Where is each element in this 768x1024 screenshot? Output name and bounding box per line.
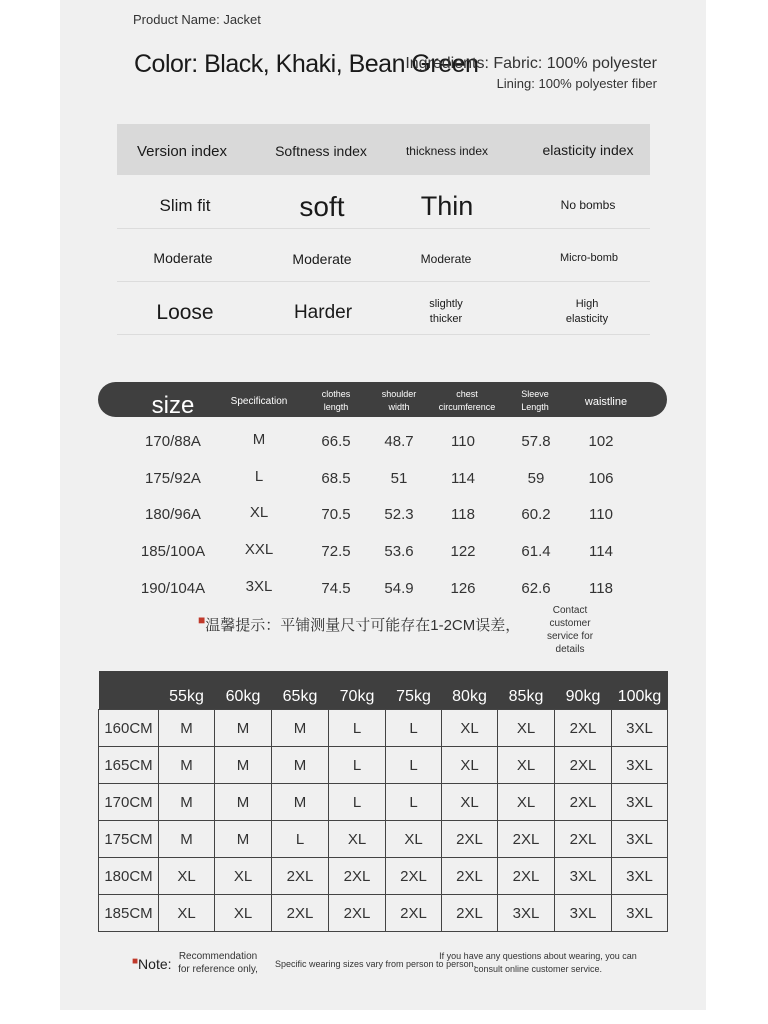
size-cell-sleeve-length: 61.4 [521, 543, 551, 561]
header-clothes-length: clothes length [321, 389, 351, 412]
size-cell: L [329, 784, 386, 821]
size-cell: M [159, 747, 215, 784]
product-name: Product Name: Jacket [133, 12, 261, 27]
size-cell: 2XL [442, 821, 498, 858]
size-cell-sleeve-length: 57.8 [521, 433, 551, 450]
size-cell: 2XL [555, 710, 612, 747]
table-row [99, 747, 668, 784]
size-cell: L [329, 747, 386, 784]
size-cell-clothes-length: 70.5 [321, 506, 351, 524]
size-cell: L [386, 710, 442, 747]
softness-harder: Harder [293, 302, 353, 323]
header-specification: Specification [230, 396, 288, 407]
size-cell: XL [442, 747, 498, 784]
header-shoulder-width: shoulder width [381, 389, 417, 412]
height-label: 160CM [99, 710, 159, 747]
softness-soft: soft [299, 191, 345, 222]
size-cell: XL [215, 895, 272, 932]
size-cell: 2XL [386, 858, 442, 895]
size-cell: XL [329, 821, 386, 858]
size-cell-sleeve-length: 62.6 [521, 579, 551, 597]
size-cell-shoulder-width: 52.3 [384, 506, 414, 524]
size-cell: XL [498, 747, 555, 784]
softness-moderate: Moderate [292, 251, 352, 267]
size-cell: XL [159, 858, 215, 895]
table-row [99, 858, 668, 895]
contact-service: Contact customer service for details [546, 605, 594, 655]
size-cell: M [215, 784, 272, 821]
size-cell: M [272, 747, 329, 784]
size-cell-specification: 3XL [245, 577, 273, 595]
size-cell-size: 185/100A [140, 543, 206, 561]
size-cell: 2XL [386, 895, 442, 932]
size-cell: 2XL [442, 858, 498, 895]
measurement-tip [198, 614, 520, 635]
header-size: size [151, 392, 195, 419]
fabric-text: Ingredients: Fabric: 100% polyester [405, 55, 657, 72]
weight-header: 90kg [555, 671, 612, 710]
weight-header: 60kg [215, 671, 272, 710]
size-cell: XL [442, 784, 498, 821]
size-cell: M [215, 710, 272, 747]
size-cell-shoulder-width: 54.9 [384, 579, 414, 597]
thickness-thin: Thin [420, 191, 474, 221]
header-elasticity-index: elasticity index [542, 142, 634, 158]
elasticity-micro-bomb: Micro-bomb [559, 252, 619, 264]
size-cell: 2XL [442, 895, 498, 932]
size-cell-waistline: 110 [589, 506, 613, 524]
size-cell: 3XL [555, 858, 612, 895]
weight-header: 80kg [442, 671, 498, 710]
size-cell: L [386, 784, 442, 821]
table-row [99, 710, 668, 747]
note-vary: Specific wearing sizes vary from person to person, [275, 959, 477, 969]
version-loose: Loose [156, 301, 214, 324]
size-cell: 3XL [612, 710, 668, 747]
size-cell: M [215, 821, 272, 858]
size-cell-size: 180/96A [145, 506, 201, 524]
header-chest-circumference: chest circumference [438, 389, 496, 412]
size-cell-chest: 110 [451, 433, 475, 450]
header-version-index: Version index [136, 143, 228, 160]
size-cell-chest: 114 [451, 469, 475, 487]
weight-header: 75kg [386, 671, 442, 710]
size-cell-waistline: 106 [588, 469, 614, 487]
note-label-text: Note: [138, 956, 172, 972]
version-moderate: Moderate [153, 250, 213, 266]
size-cell: L [272, 821, 329, 858]
size-cell: XL [215, 858, 272, 895]
size-cell-size: 190/104A [140, 579, 206, 597]
size-cell: 3XL [498, 895, 555, 932]
table-row [99, 821, 668, 858]
elasticity-high: High elasticity [565, 298, 609, 325]
header-waistline: waistline [584, 396, 628, 408]
size-cell: 3XL [612, 784, 668, 821]
size-cell-clothes-length: 68.5 [321, 469, 351, 487]
color-line: Color: Black, Khaki, Bean Green [134, 50, 479, 78]
size-cell-clothes-length: 72.5 [321, 543, 351, 561]
size-cell: XL [159, 895, 215, 932]
size-cell: 3XL [612, 821, 668, 858]
size-cell-specification: M [252, 431, 266, 448]
size-cell-chest: 126 [450, 579, 476, 597]
size-cell: M [272, 784, 329, 821]
size-cell: M [215, 747, 272, 784]
size-cell-chest: 118 [451, 506, 475, 524]
height-weight-grid [98, 671, 668, 932]
table-row [99, 784, 668, 821]
size-cell: 3XL [612, 747, 668, 784]
red-dot-icon: ■ [198, 613, 206, 627]
size-cell-specification: XXL [244, 541, 274, 559]
size-cell: 2XL [498, 858, 555, 895]
size-cell-specification: L [254, 467, 264, 485]
ingredients [405, 54, 657, 94]
size-cell: 2XL [555, 747, 612, 784]
size-cell-size: 175/92A [145, 469, 201, 487]
lining-text: Lining: 100% polyester fiber [496, 76, 657, 91]
height-label: 175CM [99, 821, 159, 858]
size-cell-size: 170/88A [145, 433, 201, 450]
red-dot-icon: ■ [132, 956, 139, 967]
size-cell-waistline: 118 [589, 579, 613, 597]
weight-header-row [99, 671, 668, 710]
height-label: 185CM [99, 895, 159, 932]
size-cell-specification: XL [249, 504, 269, 522]
row-divider [117, 281, 650, 282]
size-cell: 3XL [612, 858, 668, 895]
size-cell: M [159, 784, 215, 821]
weight-header: 55kg [159, 671, 215, 710]
size-cell-waistline: 114 [589, 543, 613, 561]
version-slim-fit: Slim fit [159, 196, 211, 215]
weight-header: 85kg [498, 671, 555, 710]
size-cell-clothes-length: 74.5 [321, 579, 351, 597]
row-divider [117, 334, 650, 335]
height-label: 180CM [99, 858, 159, 895]
size-cell: 3XL [555, 895, 612, 932]
size-cell: 2XL [272, 858, 329, 895]
size-cell-shoulder-width: 51 [390, 469, 408, 487]
thickness-moderate: Moderate [420, 252, 472, 266]
note-reference: Recommendation for reference only, [178, 951, 258, 975]
note-label [132, 956, 172, 972]
size-cell-waistline: 102 [588, 433, 614, 450]
elasticity-no-bombs: No bombs [560, 198, 616, 212]
size-cell: M [159, 710, 215, 747]
size-cell: 2XL [555, 821, 612, 858]
size-cell-chest: 122 [450, 543, 476, 561]
size-cell: M [159, 821, 215, 858]
size-cell: L [386, 747, 442, 784]
row-divider [117, 228, 650, 229]
weight-header: 100kg [612, 671, 668, 710]
weight-header: 70kg [329, 671, 386, 710]
weight-header: 65kg [272, 671, 329, 710]
size-cell: XL [498, 784, 555, 821]
size-cell: 3XL [612, 895, 668, 932]
note-consult: If you have any questions about wearing, you can consult online customer service. [439, 951, 637, 974]
thickness-slightly-thicker: slightly thicker [429, 298, 463, 325]
size-cell-shoulder-width: 48.7 [384, 433, 414, 450]
size-cell: 2XL [329, 858, 386, 895]
size-cell-clothes-length: 66.5 [321, 433, 351, 450]
header-softness-index: Softness index [275, 143, 367, 159]
size-cell: 2XL [555, 784, 612, 821]
size-cell-sleeve-length: 59 [527, 469, 545, 487]
tip-text: 温馨提示：平铺测量尺寸可能存在1-2CM误差， [205, 617, 521, 634]
height-label: 170CM [99, 784, 159, 821]
size-chart-sheet [60, 0, 706, 1010]
header-thickness-index: thickness index [405, 144, 489, 158]
height-label: 165CM [99, 747, 159, 784]
table-row [99, 895, 668, 932]
size-cell: L [329, 710, 386, 747]
size-cell: M [272, 710, 329, 747]
size-cell: XL [442, 710, 498, 747]
size-cell: 2XL [272, 895, 329, 932]
size-cell: XL [386, 821, 442, 858]
size-cell-shoulder-width: 53.6 [384, 543, 414, 561]
size-cell-sleeve-length: 60.2 [521, 506, 551, 524]
size-cell: 2XL [498, 821, 555, 858]
size-cell: 2XL [329, 895, 386, 932]
corner-cell [99, 671, 159, 710]
header-sleeve-length: Sleeve Length [521, 389, 549, 412]
size-cell: XL [498, 710, 555, 747]
